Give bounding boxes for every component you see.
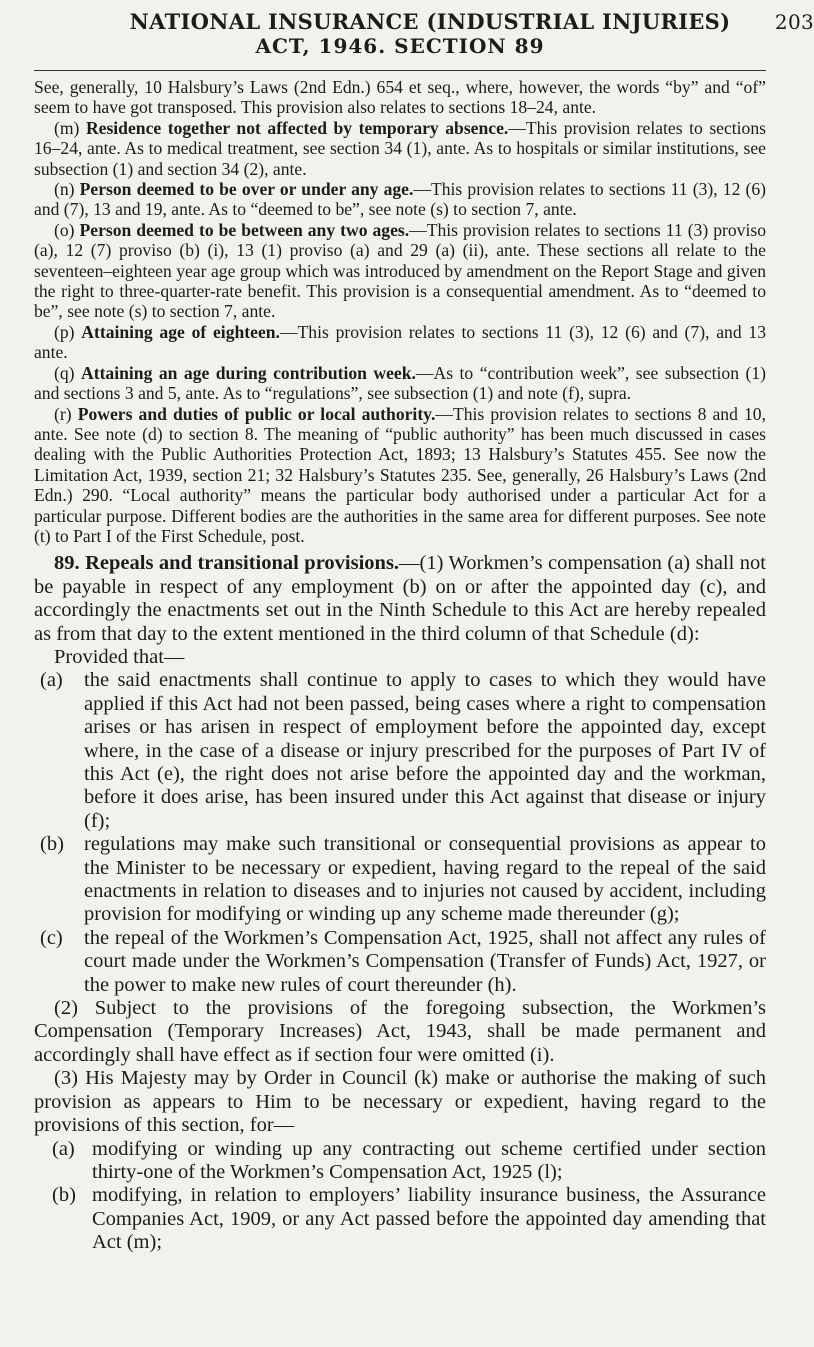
subsection-3-item-a [34, 1138, 766, 1185]
item-text: the repeal of the Workmen’s Compensation Act, 1925, shall not affect any rules of court made under the Workmen’s Compensation (Transfer of Funds) Act, 1927, or the power to make new rules of court thereunder (h). [84, 926, 766, 996]
note-n: (n) Person deemed to be over or under any age.—This provision relates to sections 11 (3), 12 (6) and (7), 13 and 19, ante. As to “deemed to be”, see note (s) to section 7, ante. [34, 179, 767, 220]
header-line-2: ACT, 1946. SECTION 89 [255, 34, 545, 58]
item-label: (b) [52, 1184, 76, 1207]
section-89 [34, 552, 766, 1254]
proviso-item-a [34, 669, 766, 833]
note-heading: Attaining an age during contribution week. [81, 362, 416, 383]
item-label: (b) [40, 833, 64, 856]
note-heading: Person deemed to be between any two ages. [79, 219, 410, 240]
annotation-notes [34, 77, 766, 546]
note-heading: Residence together not affected by temporary absence. [85, 117, 509, 138]
note-heading: Attaining age of eighteen. [81, 321, 280, 342]
item-label: (c) [40, 926, 63, 949]
proviso-item-c [34, 927, 766, 997]
note-p: (p) Attaining age of eighteen.—This provision relates to sections 11 (3), 12 (6) and (7), and 13 ante. [34, 321, 766, 363]
header-line-1 [94, 9, 814, 34]
section-number: 89. [54, 552, 80, 575]
note-m: (m) Residence together not affected by temporary absence.—This provision relates to sections 16–24, ante. As to medical treatment, see section 34 (1), ante. As to hospitals or similar institutions, see subsection (1) and section 34 (2), ante. [34, 117, 766, 179]
note-heading: Powers and duties of public or local authority. [77, 403, 436, 424]
proviso-intro: Provided that— [54, 645, 185, 668]
section-89-subsection-3: (3) His Majesty may by Order in Council (k) make or authorise the making of such provision as appears to Him to be necessary or expedient, having regard to the provisions of this section, for— [34, 1067, 766, 1137]
section-89-subsection-2: (2) Subject to the provisions of the foregoing subsection, the Workmen’s Compensation (Temporary Increases) Act, 1943, shall be made permanent and accordingly shall have effect as if section four were omitted (i). [34, 997, 766, 1066]
note-q: (q) Attaining an age during contribution week.—As to “contribution week”, see subsection (1) and sections 3 and 5, ante. As to “regulations”, see subsection (1) and note (f), supra. [34, 362, 766, 404]
note-heading: Person deemed to be over or under any age. [79, 179, 414, 200]
item-text: modifying, in relation to employers’ liability insurance business, the Assurance Companies Act, 1909, or any Act passed before the appointed day amending that Act (m); [92, 1184, 766, 1254]
header-rule [34, 70, 766, 71]
item-text: modifying or winding up any contracting out scheme certified under section thirty-one of the Workmen’s Compensation Act, 1925 (l); [92, 1137, 766, 1183]
note-r: (r) Powers and duties of public or local authority.—This provision relates to sections 8 and 10, ante. See note (d) to section 8. The meaning of “public authority” has been much discussed in cases dealing with the Public Authorities Protection Act, 1893; 13 Halsbury’s Statutes 455. See now the Limitation Act, 1939, section 21; 32 Halsbury’s Statutes 235. See, generally, 26 Halsbury’s Laws (2nd Edn.) 290. “Local authority” means the particular body authorised under a particular Act for a particular purpose. Different bodies are the authorities in the same area for different purposes. See note (t) to Part I of the First Schedule, post. [34, 403, 766, 546]
note-intro: See, generally, 10 Halsbury’s Laws (2nd Edn.) 654 et seq., where, however, the words “by” and “of” seem to have got transposed. This provision also relates to sections 18–24, ante. [34, 77, 766, 118]
section-heading: Repeals and transitional provisions. [85, 552, 400, 575]
item-text: the said enactments shall continue to apply to cases to which they would have applied if this Act had not been passed, being cases where a right to compensation arises or has arisen in respect of employment before the appointed day, except where, in the case of a disease or injury prescribed for the purposes of Part IV of this Act (e), the right does not arise before the appointed day and the workman, before it does arise, has been insured under this Act against that disease or injury (f); [84, 669, 766, 832]
page-number: 203 [774, 10, 814, 34]
item-text: regulations may make such transitional or consequential provisions as appear to the Minister to be necessary or expedient, having regard to the repeal of the said enactments in relation to diseases and to injuries not caused by accident, including provision for modifying or winding up any scheme made thereunder (g); [84, 833, 766, 926]
section-89-subsection-1: 89. Repeals and transitional provisions.—(1) Workmen’s compensation (a) shall not be payable in respect of any employment (b) on or after the appointed day (c), and accordingly the enactments set out in the Ninth Schedule to this Act are hereby repealed as from that day to the extent mentioned in the third column of that Schedule (d): [34, 552, 766, 645]
header-title: NATIONAL INSURANCE (INDUSTRIAL INJURIES) [129, 9, 731, 34]
proviso-item-b [34, 833, 766, 927]
note-o: (o) Person deemed to be between any two ages.—This provision relates to sections 11 (3) proviso (a), 12 (7) proviso (b) (i), 13 (1) proviso (a) and 29 (a) (ii), ante. These sections all relate to the seventeen–eighteen year age group which was introduced by amendment on the Report Stage and given the right to three-quarter-rate benefit. This provision is a consequential amendment. As to “deemed to be”, see note (s) to section 7, ante. [34, 219, 766, 322]
subsection-3-item-b [34, 1184, 766, 1254]
item-label: (a) [40, 669, 63, 692]
item-label: (a) [52, 1137, 75, 1160]
running-header [94, 9, 814, 58]
